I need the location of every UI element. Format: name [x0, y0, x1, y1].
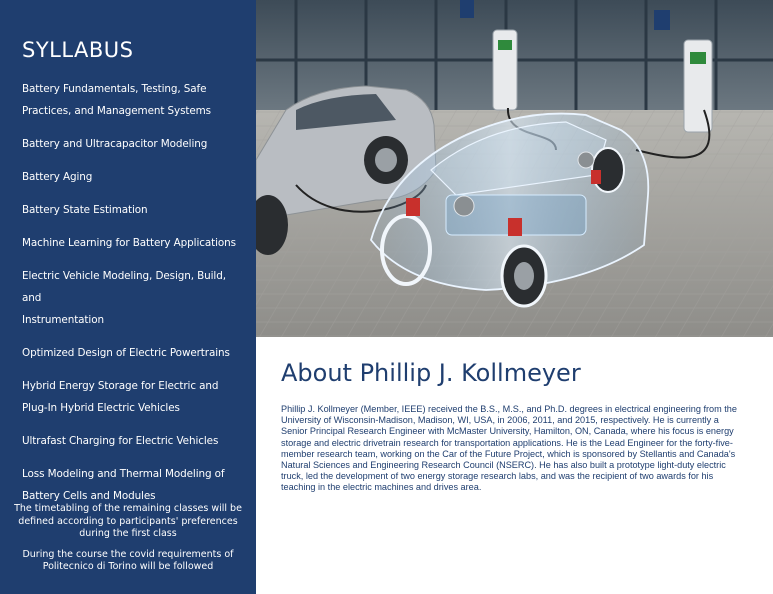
- about-title: About Phillip J. Kollmeyer: [281, 359, 581, 387]
- syllabus-item-line: Hybrid Energy Storage for Electric and: [22, 380, 219, 392]
- schedule-notes: [14, 503, 242, 582]
- about-section: [256, 337, 773, 594]
- syllabus-item: [22, 375, 244, 419]
- syllabus-item-line: Plug-In Hybrid Electric Vehicles: [22, 402, 180, 414]
- syllabus-item-line: Machine Learning for Battery Applications: [22, 237, 236, 249]
- timetable-note: The timetabling of the remaining classes will be defined according to participants' preferences during the first class: [14, 503, 242, 539]
- syllabus-item: [22, 166, 244, 188]
- syllabus-item-line: Battery Aging: [22, 171, 93, 183]
- syllabus-item: [22, 463, 244, 507]
- syllabus-item-line: Instrumentation: [22, 314, 104, 326]
- syllabus-item: [22, 232, 244, 254]
- syllabus-list: [22, 78, 244, 518]
- syllabus-item-line: Battery Cells and Modules: [22, 490, 156, 502]
- hero-image: [256, 0, 773, 337]
- syllabus-item-line: Battery and Ultracapacitor Modeling: [22, 138, 208, 150]
- syllabus-item: [22, 199, 244, 221]
- syllabus-item: [22, 78, 244, 122]
- ev-charging-illustration: [256, 0, 773, 337]
- syllabus-item-line: Loss Modeling and Thermal Modeling of: [22, 468, 225, 480]
- syllabus-item: [22, 265, 244, 331]
- syllabus-item-line: Practices, and Management Systems: [22, 105, 211, 117]
- about-bio: Phillip J. Kollmeyer (Member, IEEE) received the B.S., M.S., and Ph.D. degrees in electrical engineering from the University of Wisconsin-Madison, Madison, WI, USA, in 2006, 2011, and 2015, respectively. He is currently a Senior Principal Research Engineer with McMaster University, Hamilton, ON, Canada, where his focus is energy storage and electric drivetrain research for transportation applications. He is the Lead Engineer for the forty-five-member research team, working on the Car of the Future Project, which is sponsored by Stellantis and Canada's Natural Sciences and Engineering Research Council (NSERC). He has also built a prototype light-duty electric truck, led the development of two energy storage research labs, and was the recipient of two awards for his teaching in the electric machines and drives area.: [281, 404, 737, 493]
- syllabus-item: [22, 342, 244, 364]
- syllabus-item-line: Electric Vehicle Modeling, Design, Build, and: [22, 270, 226, 304]
- syllabus-item-line: Optimized Design of Electric Powertrains: [22, 347, 230, 359]
- syllabus-item-line: Battery State Estimation: [22, 204, 148, 216]
- syllabus-item-line: Battery Fundamentals, Testing, Safe: [22, 83, 207, 95]
- sidebar-title: SYLLABUS: [22, 38, 134, 62]
- syllabus-sidebar: [0, 0, 256, 594]
- syllabus-item: [22, 133, 244, 155]
- covid-note: During the course the covid requirements of Politecnico di Torino will be followed: [22, 548, 234, 572]
- syllabus-item: [22, 430, 244, 452]
- syllabus-item-line: Ultrafast Charging for Electric Vehicles: [22, 435, 219, 447]
